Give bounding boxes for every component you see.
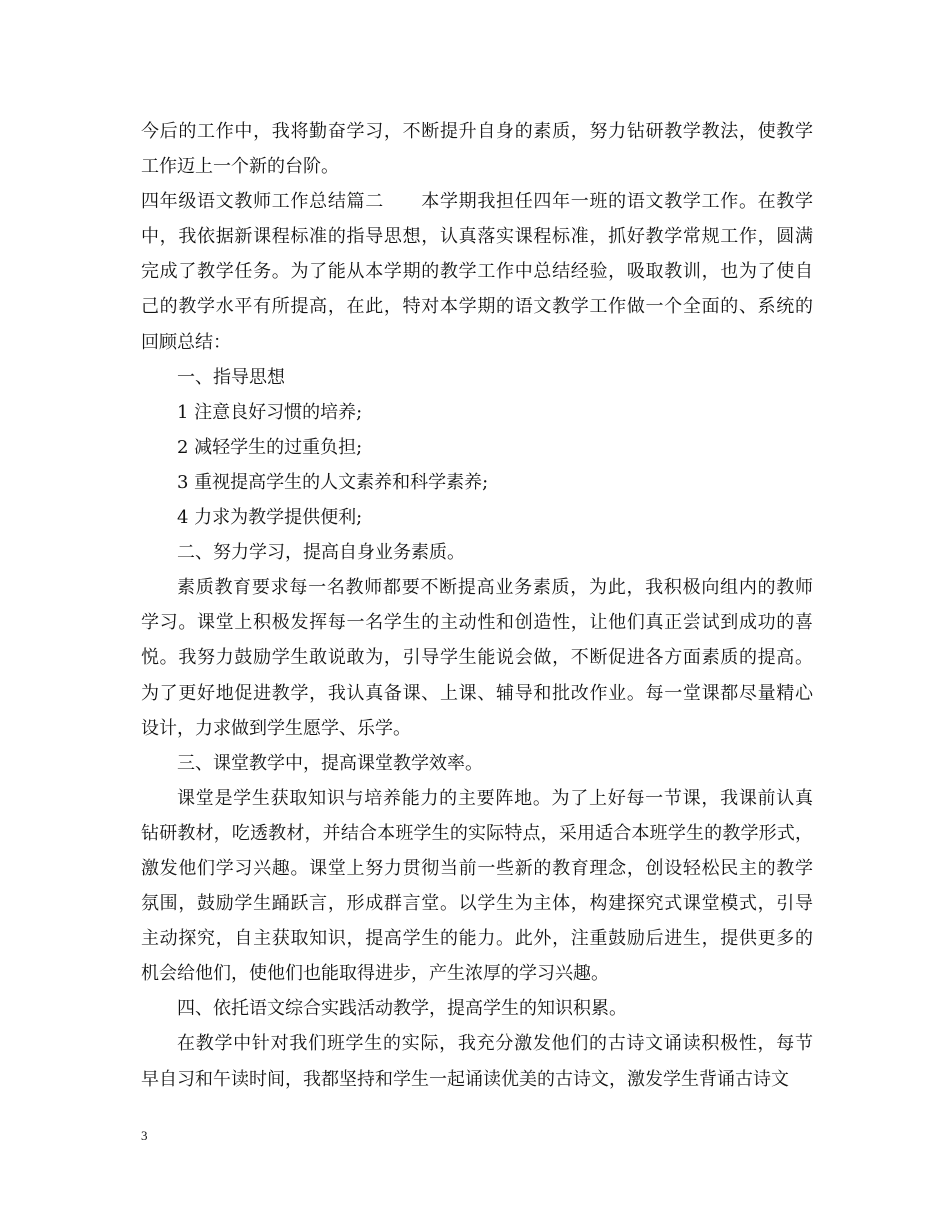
paragraph-line: 素质教育要求每一名教师都要不断提高业务素质，为此，我积极向组内的教师 bbox=[177, 577, 813, 599]
section-heading: 四、依托语文综合实践活动教学，提高学生的知识积累。 bbox=[177, 998, 627, 1020]
paragraph-line: 悦。我努力鼓励学生敢说敢为，引导学生能说会做，不断促进各方面素质的提高。 bbox=[141, 647, 813, 669]
paragraph-line: 氛围，鼓励学生踊跃言，形成群言堂。以学生为主体，构建探究式课堂模式，引导 bbox=[141, 893, 813, 915]
list-item: 2 减轻学生的过重负担; bbox=[177, 436, 363, 458]
paragraph-line: 课堂是学生获取知识与培养能力的主要阵地。为了上好每一节课，我课前认真 bbox=[177, 787, 813, 809]
paragraph-line: 早自习和午读时间，我都坚持和学生一起诵读优美的古诗文，激发学生背诵古诗文 bbox=[141, 1068, 789, 1090]
paragraph-line: 主动探究，自主获取知识，提高学生的能力。此外，注重鼓励后进生，提供更多的 bbox=[141, 928, 813, 950]
paragraph-line: 机会给他们，使他们也能取得进步，产生浓厚的学习兴趣。 bbox=[141, 963, 609, 985]
section-heading: 二、努力学习，提高自身业务素质。 bbox=[177, 542, 465, 564]
paragraph-line: 己的教学水平有所提高，在此，特对本学期的语文教学工作做一个全面的、系统的 bbox=[141, 296, 813, 318]
paragraph-line: 为了更好地促进教学，我认真备课、上课、辅导和批改作业。每一堂课都尽量精心 bbox=[141, 682, 813, 704]
paragraph-line: 回顾总结： bbox=[141, 331, 231, 353]
list-item: 3 重视提高学生的人文素养和科学素养; bbox=[177, 471, 489, 493]
paragraph-line: 学习。课堂上积极发挥每一名学生的主动性和创造性，让他们真正尝试到成功的喜 bbox=[141, 612, 813, 634]
paragraph-line: 工作迈上一个新的台阶。 bbox=[141, 156, 339, 178]
paragraph-line: 今后的工作中，我将勤奋学习，不断提升自身的素质，努力钻研教学教法，使教学 bbox=[141, 121, 813, 142]
paragraph-line: 在教学中针对我们班学生的实际，我充分激发他们的古诗文诵读积极性，每节 bbox=[177, 1033, 813, 1055]
paragraph-line: 设计，力求做到学生愿学、乐学。 bbox=[141, 717, 411, 739]
paragraph-line: 完成了教学任务。为了能从本学期的教学工作中总结经验，吸取教训，也为了使自 bbox=[141, 261, 813, 283]
list-item: 4 力求为教学提供便利; bbox=[177, 507, 363, 529]
list-item: 1 注意良好习惯的培养; bbox=[177, 401, 363, 423]
paragraph-line: 四年级语文教师工作总结篇二 本学期我担任四年一班的语文教学工作。在教学 bbox=[141, 191, 813, 213]
paragraph-line: 中，我依据新课程标准的指导思想，认真落实课程标准，抓好教学常规工作，圆满 bbox=[141, 226, 813, 248]
paragraph-line: 激发他们学习兴趣。课堂上努力贯彻当前一些新的教育理念，创设轻松民主的教学 bbox=[141, 857, 813, 879]
section-heading: 一、指导思想 bbox=[177, 366, 285, 388]
page-number: 3 bbox=[141, 1128, 148, 1143]
body-text bbox=[141, 114, 813, 1097]
paragraph-line: 钻研教材，吃透教材，并结合本班学生的实际特点，采用适合本班学生的教学形式， bbox=[141, 822, 813, 844]
section-heading: 三、课堂教学中，提高课堂教学效率。 bbox=[177, 752, 483, 774]
